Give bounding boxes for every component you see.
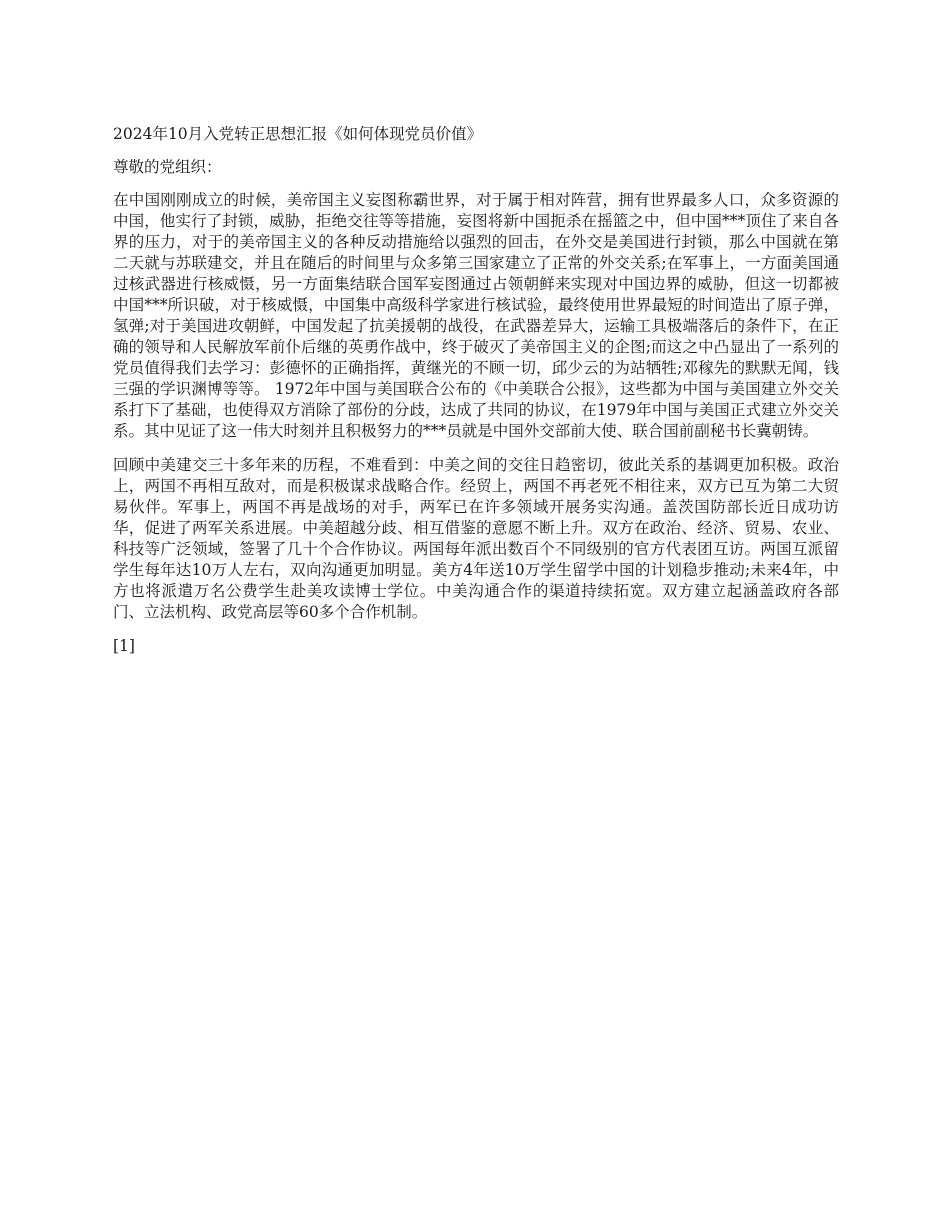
footnote-marker: [1] (113, 637, 135, 655)
body-paragraph-2: 回顾中美建交三十多年来的历程，不难看到：中美之间的交往日趋密切，彼此关系的基调更加积极。政治上，两国不再相互敌对，而是积极谋求战略合作。经贸上，两国不再老死不相往来，双方已互为第二大贸易伙伴。军事上，两国不再是战场的对手，两军已在许多领域开展务实沟通。盖茨国防部长近日成功访华，促进了两军关系进展。中美超越分歧、相互借鉴的意愿不断上升。双方在政治、经济、贸易、农业、科技等广泛领域，签署了几十个合作协议。两国每年派出数百个不同级别的官方代表团互访。两国互派留学生每年达10万人左右，双向沟通更加明显。美方4年送10万学生留学中国的计划稳步推动;未来4年，中方也将派遣万名公费学生赴美攻读博士学位。中美沟通合作的渠道持续拓宽。双方建立起涵盖政府各部门、立法机构、政党高层等60多个合作机制。 (113, 456, 839, 621)
document-page (113, 124, 839, 670)
body-paragraph-1: 在中国刚刚成立的时候，美帝国主义妄图称霸世界，对于属于相对阵营，拥有世界最多人口，众多资源的中国，他实行了封锁，威胁，拒绝交往等等措施，妄图将新中国扼杀在摇篮之中，但中国***顶住了来自各界的压力，对于的美帝国主义的各种反动措施给以强烈的回击，在外交是美国进行封锁，那么中国就在第二天就与苏联建交，并且在随后的时间里与众多第三国家建立了正常的外交关系;在军事上，一方面美国通过核武器进行核威慑，另一方面集结联合国军妄图通过占领朝鲜来实现对中国边界的威胁，但这一切都被中国***所识破，对于核威慑，中国集中高级科学家进行核试验，最终使用世界最短的时间造出了原子弹，氢弹;对于美国进攻朝鲜，中国发起了抗美援朝的战役，在武器差异大，运输工具极端落后的条件下，在正确的领导和人民解放军前仆后继的英勇作战中，终于破灭了美帝国主义的企图;而这之中凸显出了一系列的党员值得我们去学习：彭德怀的正确指挥，黄继光的不顾一切，邱少云的为站牺牲;邓稼先的默默无闻，钱三强的学识渊博等等。 1972年中国与美国联合公布的《中美联合公报》，这些都为中国与美国建立外交关系打下了基础，也使得双方消除了部份的分歧，达成了共同的协议，在1979年中国与美国正式建立外交关系。其中见证了这一伟大时刻并且积极努力的***员就是中国外交部前大使、联合国前副秘书长冀朝铸。 (113, 191, 839, 440)
document-title: 2024年10月入党转正思想汇报《如何体现党员价值》 (113, 125, 483, 143)
salutation: 尊敬的党组织： (113, 158, 222, 176)
